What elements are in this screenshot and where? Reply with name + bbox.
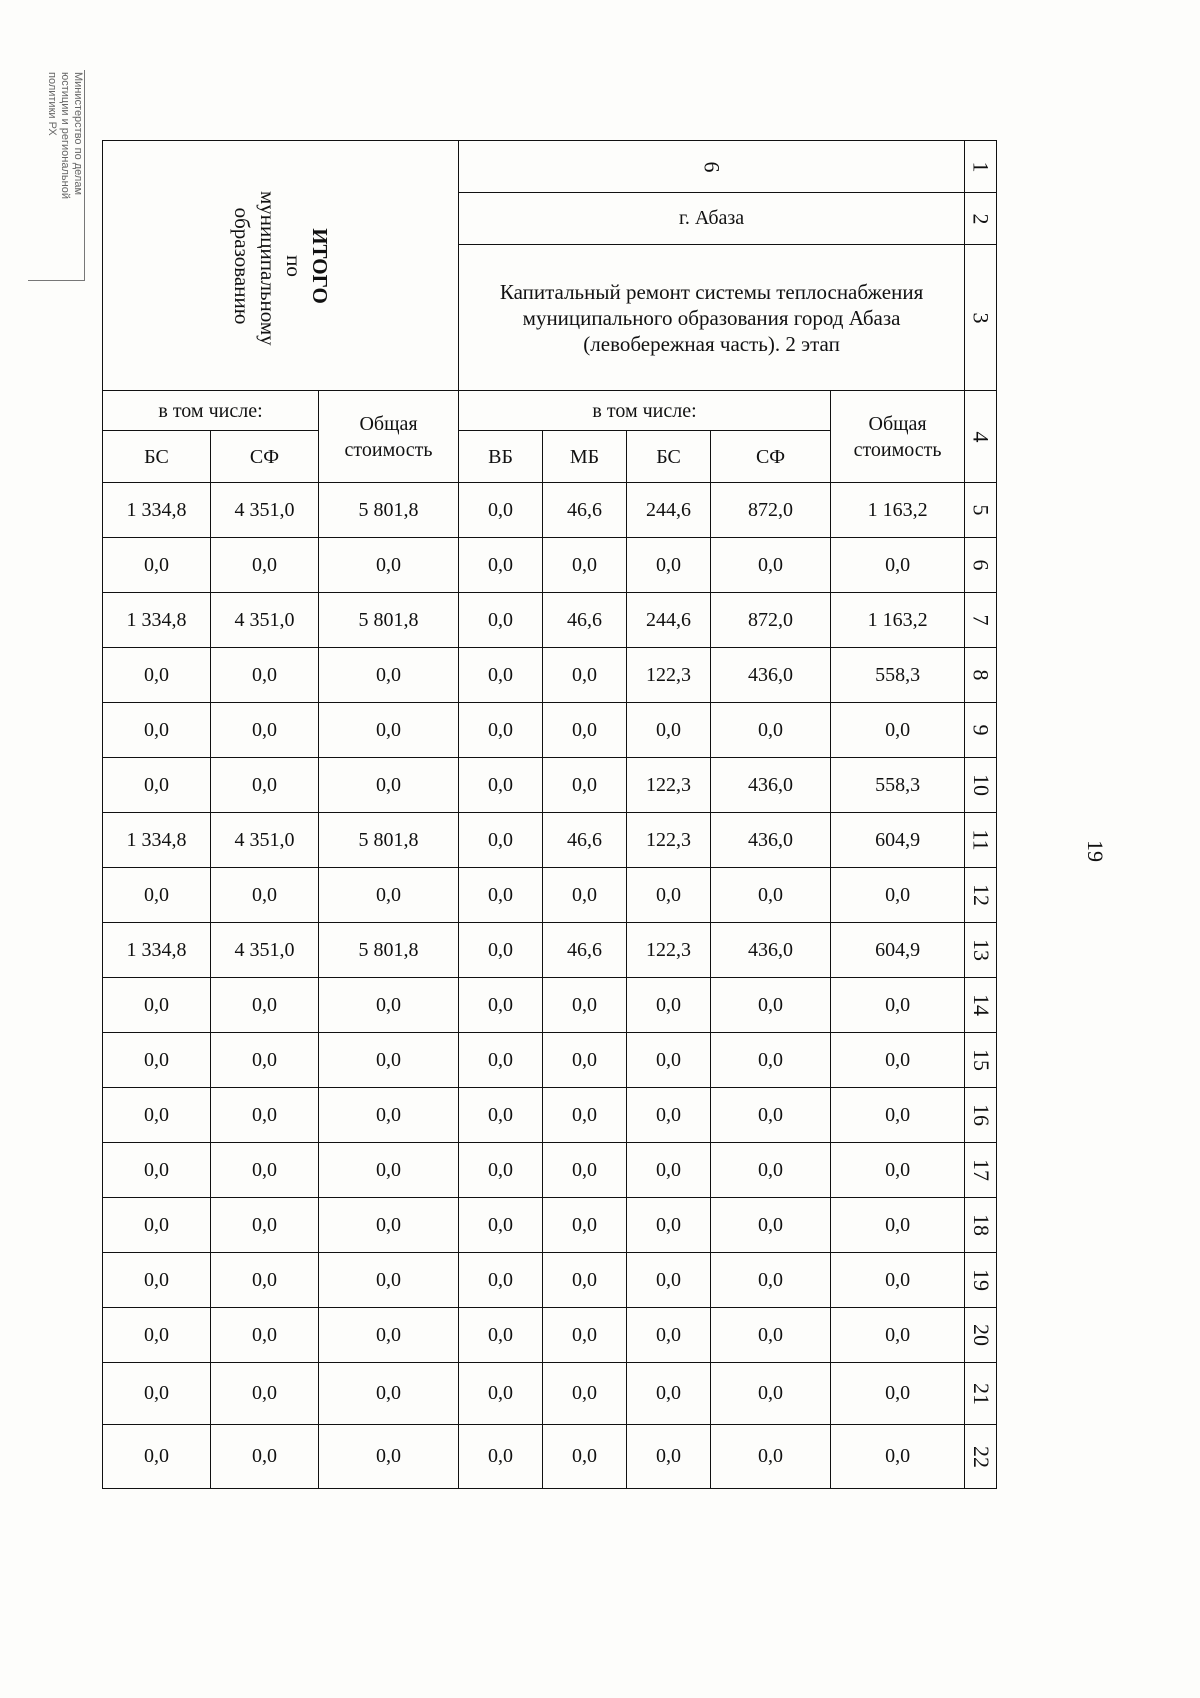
table-cell: 0,0 — [627, 1088, 711, 1143]
table-cell: 0,0 — [319, 703, 459, 758]
column-number: 14 — [965, 978, 997, 1033]
table-cell: 5 801,8 — [319, 813, 459, 868]
table-cell: 0,0 — [543, 1198, 627, 1253]
column-number: 17 — [965, 1143, 997, 1198]
table-cell: 604,9 — [831, 813, 965, 868]
table-cell: 0,0 — [459, 1033, 543, 1088]
stamp-line: Министерство по делам — [72, 72, 84, 196]
table-cell: 0,0 — [459, 1425, 543, 1489]
data-rows — [103, 483, 997, 1489]
table-row — [103, 978, 997, 1033]
table-cell: 0,0 — [711, 538, 831, 593]
column-number: 20 — [965, 1308, 997, 1363]
table-cell: 0,0 — [211, 1363, 319, 1425]
table-cell: 0,0 — [711, 868, 831, 923]
table-cell: 122,3 — [627, 923, 711, 978]
column-number: 4 — [965, 391, 997, 483]
table-cell: 46,6 — [543, 483, 627, 538]
column-number: 2 — [965, 193, 997, 245]
project-number: 6 — [699, 161, 725, 172]
table-cell: 0,0 — [319, 1088, 459, 1143]
table-cell: 244,6 — [627, 593, 711, 648]
table-cell: 0,0 — [319, 1143, 459, 1198]
table-cell: 0,0 — [103, 1198, 211, 1253]
table-cell: 0,0 — [831, 1033, 965, 1088]
project-incl-header: в том числе: — [459, 391, 831, 431]
table-cell: 0,0 — [543, 1308, 627, 1363]
table-cell: 0,0 — [211, 1253, 319, 1308]
table-cell: 436,0 — [711, 758, 831, 813]
table-cell: 0,0 — [831, 1198, 965, 1253]
table-cell: 0,0 — [627, 1363, 711, 1425]
project-total-cost-header: Общая стоимость — [831, 391, 965, 483]
table-cell: 0,0 — [211, 703, 319, 758]
table-cell: 0,0 — [831, 1308, 965, 1363]
header-sf: СФ — [211, 431, 319, 483]
table-cell: 0,0 — [543, 703, 627, 758]
table-cell: 0,0 — [543, 1425, 627, 1489]
table-row — [103, 703, 997, 758]
table-cell: 0,0 — [459, 538, 543, 593]
table-cell: 0,0 — [319, 538, 459, 593]
table-row — [103, 1088, 997, 1143]
table-cell: 0,0 — [627, 868, 711, 923]
header-bs: БС — [627, 431, 711, 483]
table-cell: 436,0 — [711, 813, 831, 868]
table-cell: 0,0 — [543, 538, 627, 593]
table-cell: 558,3 — [831, 758, 965, 813]
header-bs: БС — [103, 431, 211, 483]
column-number: 5 — [965, 483, 997, 538]
table-cell: 0,0 — [543, 1143, 627, 1198]
table-cell: 0,0 — [627, 538, 711, 593]
table-cell: 0,0 — [459, 593, 543, 648]
table-cell: 0,0 — [103, 1308, 211, 1363]
table-row — [103, 758, 997, 813]
column-number: 6 — [965, 538, 997, 593]
column-number: 11 — [965, 813, 997, 868]
table-row — [103, 1198, 997, 1253]
column-number: 18 — [965, 1198, 997, 1253]
table-cell: 122,3 — [627, 648, 711, 703]
table-cell: 0,0 — [319, 648, 459, 703]
total-title-cell — [103, 141, 459, 391]
table-cell: 558,3 — [831, 648, 965, 703]
table-cell: 122,3 — [627, 813, 711, 868]
table-cell: 0,0 — [319, 1363, 459, 1425]
table-cell: 0,0 — [211, 1033, 319, 1088]
table-cell: 0,0 — [211, 538, 319, 593]
table-cell: 0,0 — [459, 923, 543, 978]
table-cell: 0,0 — [211, 978, 319, 1033]
table-cell: 0,0 — [103, 758, 211, 813]
table-cell: 0,0 — [711, 1033, 831, 1088]
column-number: 3 — [965, 245, 997, 391]
table-cell: 0,0 — [711, 1143, 831, 1198]
table-cell: 0,0 — [211, 1088, 319, 1143]
table-row — [103, 1363, 997, 1425]
table-cell: 0,0 — [459, 1308, 543, 1363]
table-cell: 0,0 — [831, 1363, 965, 1425]
table-cell: 4 351,0 — [211, 593, 319, 648]
column-number: 21 — [965, 1363, 997, 1425]
table-cell: 0,0 — [627, 1308, 711, 1363]
total-incl-header: в том числе: — [103, 391, 319, 431]
column-number: 13 — [965, 923, 997, 978]
header-sf: СФ — [711, 431, 831, 483]
stamp-line: политики РХ — [46, 72, 58, 136]
table-cell: 0,0 — [711, 703, 831, 758]
table-cell: 46,6 — [543, 813, 627, 868]
table-cell: 0,0 — [211, 758, 319, 813]
total-cost-header: Общая стоимость — [319, 391, 459, 483]
table-cell: 0,0 — [211, 1308, 319, 1363]
table-cell: 5 801,8 — [319, 483, 459, 538]
table-row — [103, 1033, 997, 1088]
column-number: 1 — [965, 141, 997, 193]
table-cell: 0,0 — [543, 1253, 627, 1308]
page-number: 19 — [1083, 840, 1108, 862]
table-cell: 0,0 — [711, 1363, 831, 1425]
table-cell: 0,0 — [459, 483, 543, 538]
table-cell: 0,0 — [459, 703, 543, 758]
table-cell: 0,0 — [831, 703, 965, 758]
table-cell: 0,0 — [319, 1308, 459, 1363]
table-cell: 1 334,8 — [103, 813, 211, 868]
table-cell: 46,6 — [543, 923, 627, 978]
table-row — [103, 1425, 997, 1489]
header-mb: МБ — [543, 431, 627, 483]
column-number: 12 — [965, 868, 997, 923]
table-row — [103, 483, 997, 538]
table-cell: 0,0 — [103, 1253, 211, 1308]
table-cell: 0,0 — [459, 1363, 543, 1425]
table-cell: 4 351,0 — [211, 483, 319, 538]
table-cell: 0,0 — [211, 1425, 319, 1489]
stamp-text — [45, 72, 84, 199]
table-cell: 0,0 — [831, 1088, 965, 1143]
table-row — [103, 1143, 997, 1198]
total-title: ИТОГО — [307, 227, 332, 304]
table-cell: 0,0 — [831, 1143, 965, 1198]
table-cell: 0,0 — [543, 758, 627, 813]
table-cell: 0,0 — [543, 1363, 627, 1425]
table-cell: 0,0 — [459, 1198, 543, 1253]
table-cell: 0,0 — [831, 868, 965, 923]
project-name: Капитальный ремонт системы теплоснабжения муниципального образования город Абаза (левобережная часть). 2 этап — [459, 245, 965, 391]
table-cell: 0,0 — [319, 1198, 459, 1253]
table-row — [103, 538, 997, 593]
table-cell: 0,0 — [319, 1033, 459, 1088]
table-cell: 0,0 — [627, 1143, 711, 1198]
table-cell: 1 334,8 — [103, 593, 211, 648]
table-cell: 0,0 — [543, 1033, 627, 1088]
registration-stamp — [28, 70, 85, 281]
table-cell: 0,0 — [627, 1033, 711, 1088]
table-cell: 0,0 — [103, 703, 211, 758]
table-cell: 0,0 — [711, 1198, 831, 1253]
table-cell: 1 163,2 — [831, 483, 965, 538]
table-cell: 436,0 — [711, 648, 831, 703]
table-cell: 0,0 — [627, 1253, 711, 1308]
table-cell: 0,0 — [319, 868, 459, 923]
table-cell: 872,0 — [711, 483, 831, 538]
table-cell: 0,0 — [627, 1198, 711, 1253]
table-cell: 0,0 — [711, 978, 831, 1033]
table-row — [103, 1253, 997, 1308]
column-number: 9 — [965, 703, 997, 758]
table-cell: 0,0 — [831, 538, 965, 593]
table-cell: 0,0 — [211, 1198, 319, 1253]
table-cell: 0,0 — [459, 813, 543, 868]
table-cell: 0,0 — [711, 1253, 831, 1308]
column-number: 16 — [965, 1088, 997, 1143]
table-cell: 0,0 — [543, 648, 627, 703]
table-cell: 0,0 — [319, 978, 459, 1033]
column-number: 19 — [965, 1253, 997, 1308]
table-cell: 0,0 — [459, 1088, 543, 1143]
table-cell: 5 801,8 — [319, 593, 459, 648]
table-cell: 0,0 — [627, 978, 711, 1033]
table-cell: 0,0 — [831, 1425, 965, 1489]
budget-table — [102, 140, 997, 1489]
project-number-cell — [459, 141, 965, 193]
table-cell: 0,0 — [211, 648, 319, 703]
table-cell: 0,0 — [103, 1363, 211, 1425]
table-cell: 0,0 — [627, 1425, 711, 1489]
column-number: 22 — [965, 1425, 997, 1489]
table-cell: 0,0 — [543, 868, 627, 923]
table-cell: 0,0 — [319, 1425, 459, 1489]
table-cell: 0,0 — [711, 1308, 831, 1363]
table-cell: 0,0 — [459, 648, 543, 703]
table-row — [103, 868, 997, 923]
table-cell: 872,0 — [711, 593, 831, 648]
table-cell: 0,0 — [459, 1143, 543, 1198]
table-cell: 1 334,8 — [103, 923, 211, 978]
table-cell: 4 351,0 — [211, 923, 319, 978]
table-cell: 0,0 — [211, 1143, 319, 1198]
table-cell: 0,0 — [103, 1143, 211, 1198]
table-cell: 1 163,2 — [831, 593, 965, 648]
header-vb: ВБ — [459, 431, 543, 483]
table-cell: 0,0 — [211, 868, 319, 923]
column-number: 7 — [965, 593, 997, 648]
table-cell: 244,6 — [627, 483, 711, 538]
table-cell: 0,0 — [459, 978, 543, 1033]
column-number: 10 — [965, 758, 997, 813]
table-cell: 0,0 — [459, 1253, 543, 1308]
table-cell: 0,0 — [459, 868, 543, 923]
table-row — [103, 813, 997, 868]
table-cell: 0,0 — [627, 703, 711, 758]
table-cell: 0,0 — [319, 1253, 459, 1308]
column-number: 15 — [965, 1033, 997, 1088]
table-cell: 436,0 — [711, 923, 831, 978]
table-cell: 604,9 — [831, 923, 965, 978]
table-cell: 122,3 — [627, 758, 711, 813]
table-row — [103, 593, 997, 648]
project-city: г. Абаза — [459, 193, 965, 245]
table-row — [103, 1308, 997, 1363]
table-cell: 1 334,8 — [103, 483, 211, 538]
table-cell: 0,0 — [543, 1088, 627, 1143]
table-cell: 0,0 — [831, 1253, 965, 1308]
table-cell: 0,0 — [103, 648, 211, 703]
table-cell: 5 801,8 — [319, 923, 459, 978]
table-cell: 0,0 — [711, 1088, 831, 1143]
table-cell: 0,0 — [831, 978, 965, 1033]
table-cell: 46,6 — [543, 593, 627, 648]
table-cell: 0,0 — [103, 1088, 211, 1143]
total-subtitle: по муниципальному образованию — [229, 190, 306, 346]
table-cell: 0,0 — [319, 758, 459, 813]
table-row — [103, 923, 997, 978]
table-cell: 0,0 — [103, 1033, 211, 1088]
table-cell: 0,0 — [103, 868, 211, 923]
table-cell: 4 351,0 — [211, 813, 319, 868]
table-row — [103, 648, 997, 703]
table-cell: 0,0 — [103, 1425, 211, 1489]
table-cell: 0,0 — [103, 538, 211, 593]
table-cell: 0,0 — [459, 758, 543, 813]
table-cell: 0,0 — [711, 1425, 831, 1489]
stamp-line: юстиции и региональной — [59, 72, 71, 199]
table-cell: 0,0 — [103, 978, 211, 1033]
column-number: 8 — [965, 648, 997, 703]
table-cell: 0,0 — [543, 978, 627, 1033]
